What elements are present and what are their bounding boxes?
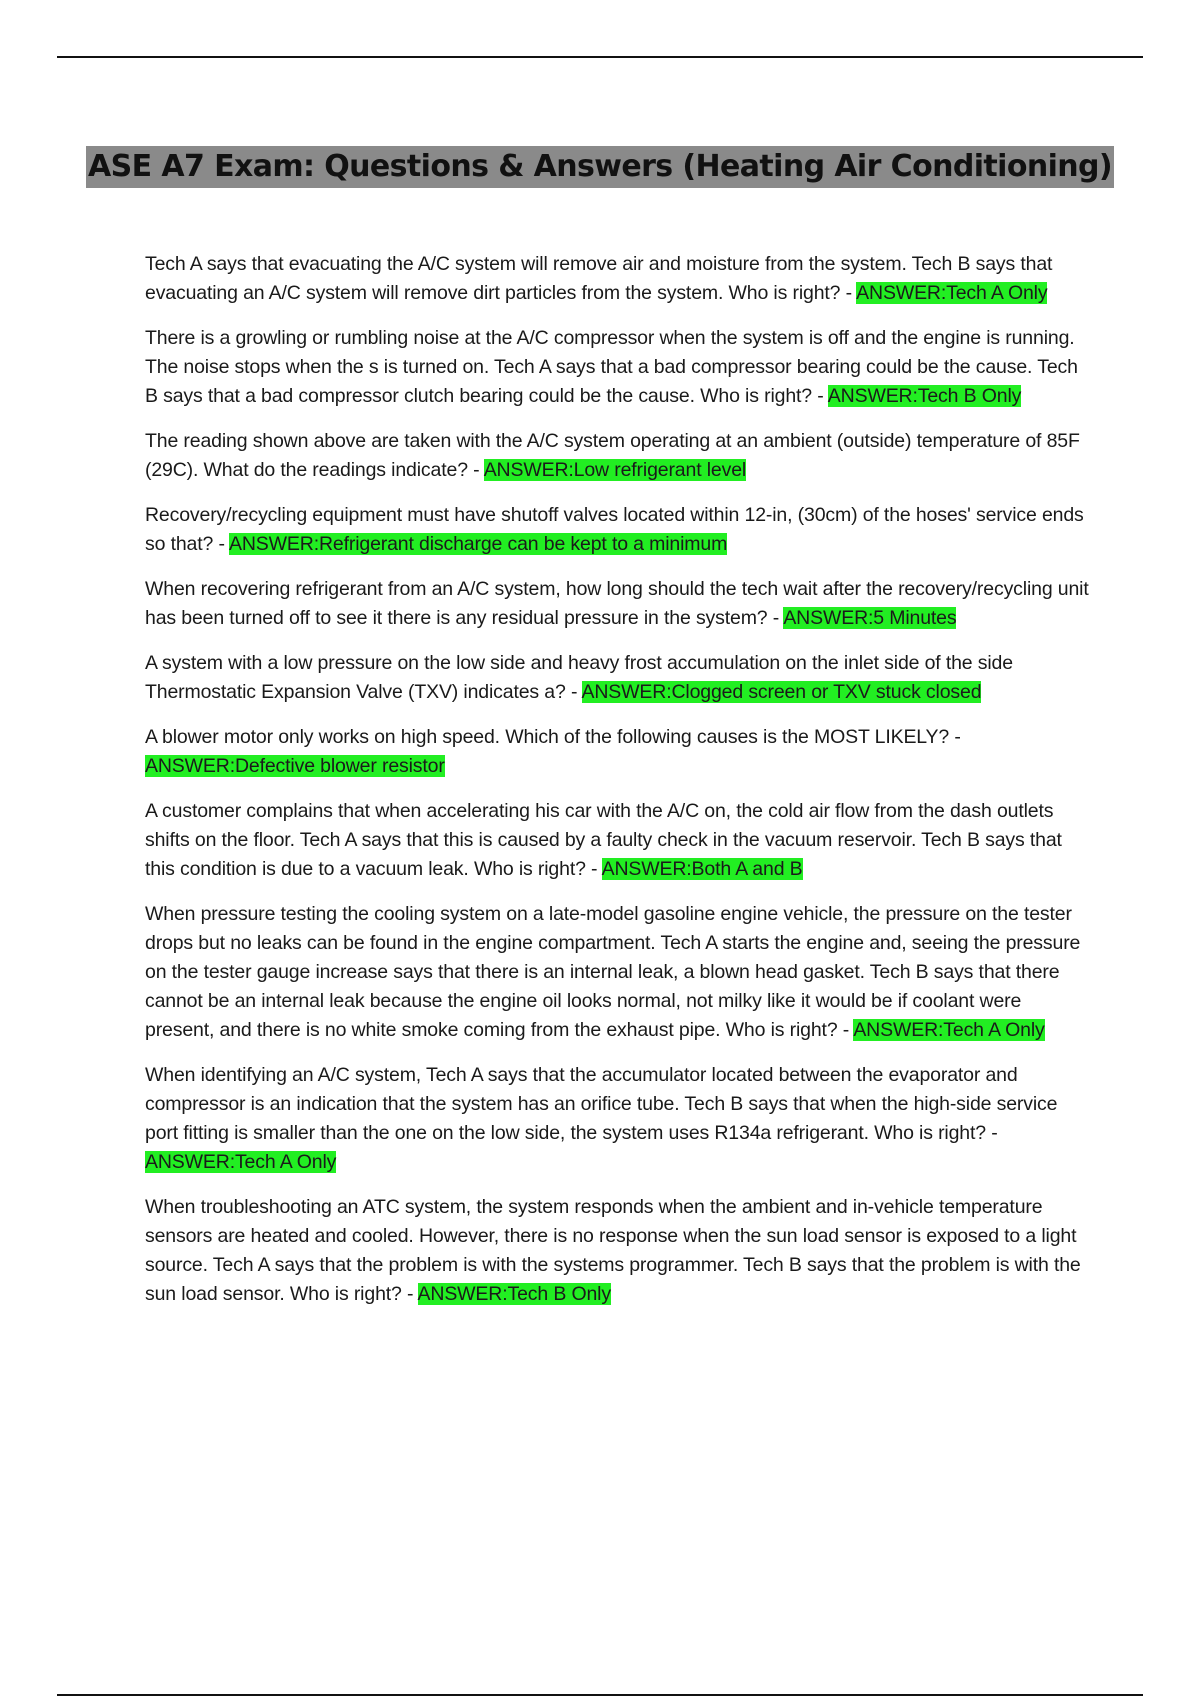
qa-item <box>145 797 1090 884</box>
qa-item <box>145 501 1090 559</box>
qa-item <box>145 324 1090 411</box>
question-text: A customer complains that when accelerating his car with the A/C on, the cold air flow from the dash outlets shifts on the floor. Tech A says that this is caused by a faulty check in the vacuum reservoir. Tech B says that this condition is due to a vacuum leak. Who is right? - <box>145 800 1062 880</box>
qa-item <box>145 250 1090 308</box>
question-text: When recovering refrigerant from an A/C system, how long should the tech wait after the recovery/recycling unit has been turned off to see it there is any residual pressure in the system? - <box>145 578 1089 629</box>
qa-item <box>145 1193 1090 1309</box>
question-text: When pressure testing the cooling system on a late-model gasoline engine vehicle, the pressure on the tester drops but no leaks can be found in the engine compartment. Tech A starts the engine and, seeing the pressure on the tester gauge increase says that there is an internal leak, a blown head gasket. Tech B says that there cannot be an internal leak because the engine oil looks normal, not milky like it would be if coolant were present, and there is no white smoke coming from the exhaust pipe. Who is right? - <box>145 903 1081 1041</box>
answer-highlight: ANSWER:Defective blower resistor <box>145 755 445 777</box>
answer-highlight: ANSWER:Tech A Only <box>853 1019 1045 1041</box>
qa-item <box>145 900 1090 1045</box>
question-text: When identifying an A/C system, Tech A says that the accumulator located between the evaporator and compressor is an indication that the system has an orifice tube. Tech B says that when the high-side service port fitting is smaller than the one on the low side, the system uses R134a refrigerant. Who is right? - <box>145 1064 1058 1144</box>
answer-highlight: ANSWER:Clogged screen or TXV stuck closed <box>581 681 982 703</box>
answer-highlight: ANSWER:5 Minutes <box>783 607 957 629</box>
qa-list <box>145 250 1090 1325</box>
qa-item <box>145 723 1090 781</box>
question-text: When troubleshooting an ATC system, the system responds when the ambient and in-vehicle temperature sensors are heated and cooled. However, there is no response when the sun load sensor is exposed to a light source. Tech A says that the problem is with the systems programmer. Tech B says that the problem is with the sun load sensor. Who is right? - <box>145 1196 1081 1305</box>
answer-highlight: ANSWER:Refrigerant discharge can be kept to a minimum <box>229 533 728 555</box>
answer-highlight: ANSWER:Tech A Only <box>856 282 1048 304</box>
page-title: ASE A7 Exam: Questions & Answers (Heating Air Conditioning) <box>86 146 1114 188</box>
answer-highlight: ANSWER:Tech A Only <box>145 1151 337 1173</box>
qa-item <box>145 1061 1090 1177</box>
answer-highlight: ANSWER:Tech B Only <box>417 1283 611 1305</box>
answer-highlight: ANSWER:Both A and B <box>601 858 803 880</box>
question-text: There is a growling or rumbling noise at the A/C compressor when the system is off and the engine is running. The noise stops when the s is turned on. Tech A says that a bad compressor bearing could be the cause. Tech B says that a bad compressor clutch bearing could be the cause. Who is right? - <box>145 327 1078 407</box>
title-container <box>0 146 1200 188</box>
question-text: Recovery/recycling equipment must have shutoff valves located within 12-in, (30cm) of the hoses' service ends so that? - <box>145 504 1084 555</box>
question-text: The reading shown above are taken with the A/C system operating at an ambient (outside) temperature of 85F (29C). What do the readings indicate? - <box>145 430 1080 481</box>
qa-item <box>145 427 1090 485</box>
answer-highlight: ANSWER:Low refrigerant level <box>483 459 747 481</box>
qa-item <box>145 575 1090 633</box>
footer-rule <box>57 1694 1143 1696</box>
qa-item <box>145 649 1090 707</box>
question-text: Tech A says that evacuating the A/C system will remove air and moisture from the system. Tech B says that evacuating an A/C system will remove dirt particles from the system. Who is right? - <box>145 253 1053 304</box>
answer-highlight: ANSWER:Tech B Only <box>827 385 1022 407</box>
question-text: A blower motor only works on high speed. Which of the following causes is the MOST LIKELY? - <box>145 726 961 748</box>
header-rule <box>57 56 1143 58</box>
question-text: A system with a low pressure on the low side and heavy frost accumulation on the inlet side of the side Thermostatic Expansion Valve (TXV) indicates a? - <box>145 652 1013 703</box>
